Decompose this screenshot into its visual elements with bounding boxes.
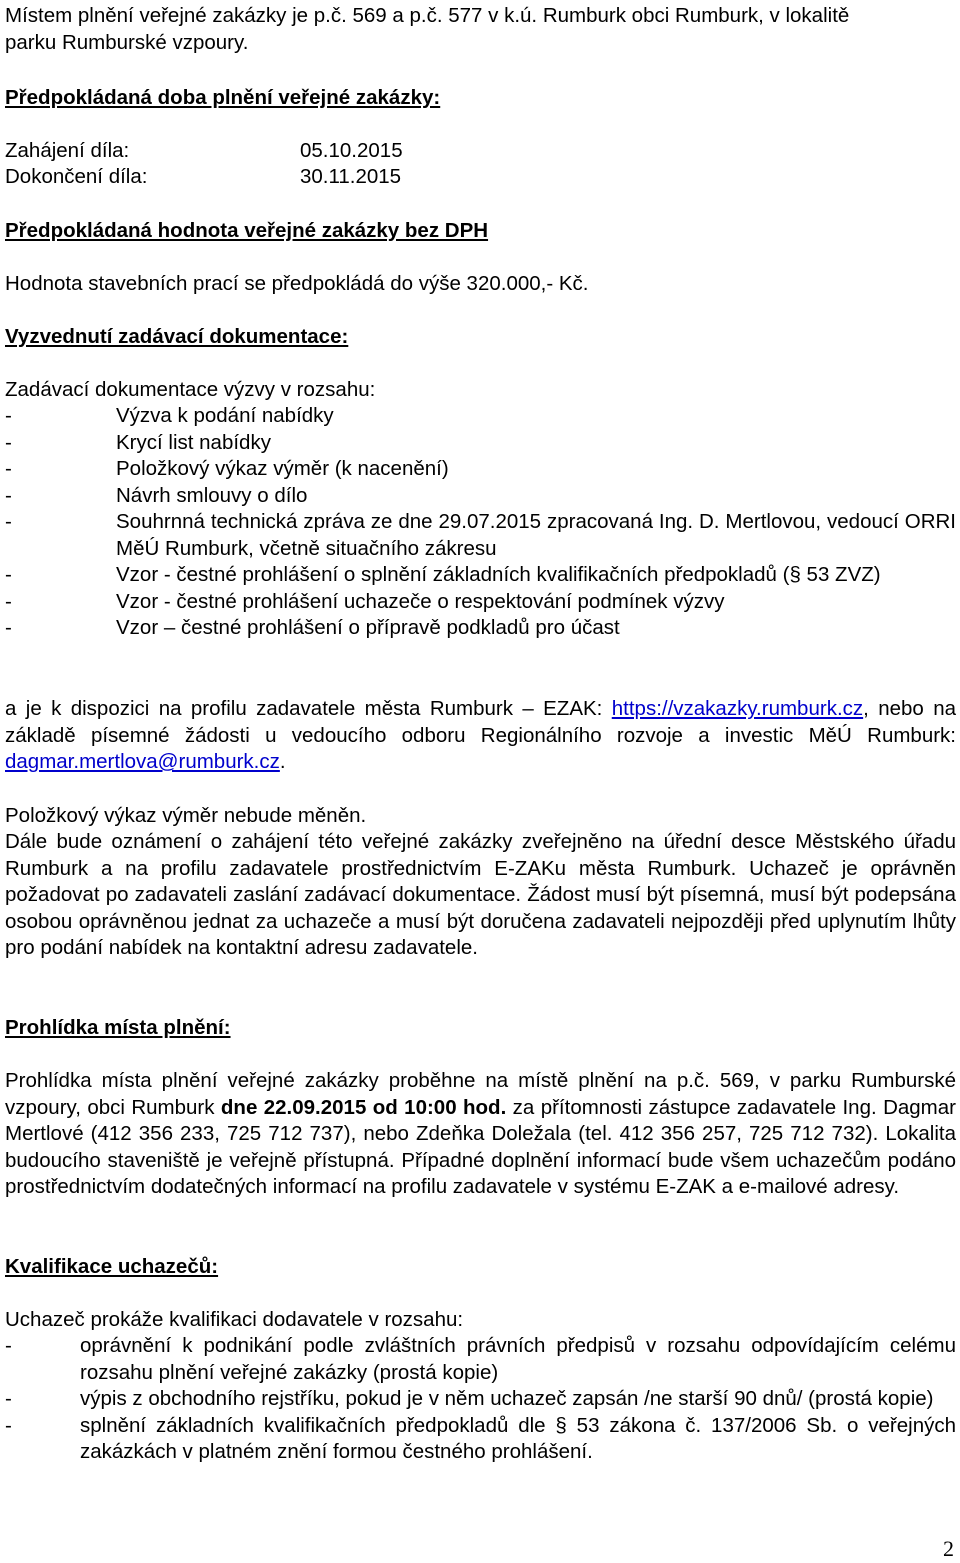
- list-item: - výpis z obchodního rejstříku, pokud je v něm uchazeč zapsán /ne starší 90 dnů/ (prostá kopie): [5, 1387, 934, 1410]
- list-item: - Souhrnná technická zpráva ze dne 29.07.2015 zpracovaná Ing. D. Mertlovou, vedoucí ORRI MěÚ Rumburk, včetně situačního zákresu: [5, 510, 956, 560]
- note-vykaz: Položkový výkaz výměr nebude měněn.: [5, 804, 367, 827]
- list-item: - Krycí list nabídky: [5, 430, 271, 454]
- kvalifikace-list: [5, 1333, 956, 1466]
- intro-line-1: Místem plnění veřejné zakázky je p.č. 569 a p.č. 577 v k.ú. Rumburk obci Rumburk, v lokalitě: [5, 4, 850, 27]
- list-item: - Vzor - čestné prohlášení o splnění základních kvalifikačních předpokladů (§ 53 ZVZ): [5, 563, 881, 586]
- heading-hodnota: Předpokládaná hodnota veřejné zakázky bez DPH: [5, 219, 489, 242]
- heading-prohlidka: Prohlídka místa plnění:: [5, 1016, 231, 1039]
- list-item: - oprávnění k podnikání podle zvláštních právních předpisů v rozsahu odpovídajícím celému rozsahu plnění veřejné zakázky (prostá kopie): [5, 1334, 956, 1384]
- kvalifikace-intro: Uchazeč prokáže kvalifikaci dodavatele v rozsahu:: [5, 1308, 464, 1331]
- list-item: - Vzor - čestné prohlášení uchazeče o respektování podmínek výzvy: [5, 589, 725, 613]
- list-item: - Výzva k podání nabídky: [5, 404, 334, 427]
- prohlidka-paragraph: Prohlídka místa plnění veřejné zakázky proběhne na místě plnění na p.č. 569, v parku Rumburské vzpoury, obci Rumburk dne 22.09.2015 od 10:00 hod. za přítomnosti zástupce zadavatele Ing. Dagmar Mertlové (412 356 233, 725 712 737), nebo Zdeňka Doležala (tel. 412 356 257, 725 712 732). Lokalita budoucího staveniště je veřejně přístupná. Případné doplnění informací bude všem uchazečům podáno prostřednictvím dodatečných informací na profilu zadavatele v systému E-ZAK a e-mailové adresy.: [5, 1069, 956, 1198]
- availability-paragraph: a je k dispozici na profilu zadavatele města Rumburk – EZAK: https://vzakazky.rumburk.cz, nebo na základě písemné žádosti u vedoucího odboru Regionálního rozvoje a investic MěÚ Rumburk: dagmar.mertlova@rumburk.cz.: [5, 697, 956, 773]
- note-zverejneni: Dále bude oznámení o zahájení této veřejné zakázky zveřejněno na úřední desce Městského úřadu Rumburk a na profilu zadavatele prostřednictvím E-ZAKu města Rumburk. Uchazeč je oprávněn požadovat po zadavateli zaslání zadávací dokumentace. Žádost musí být písemná, musí být podepsána osobou oprávněnou jednat za uchazeče a musí být doručena zadavateli nejpozději před uplynutím lhůty pro podání nabídek na kontaktní adresu zadavatele.: [5, 830, 956, 959]
- start-label: Zahájení díla:: [5, 139, 130, 162]
- list-item: - Položkový výkaz výměr (k nacenění): [5, 457, 449, 480]
- list-item: - Vzor – čestné prohlášení o přípravě podkladů pro účast: [5, 616, 620, 639]
- prohlidka-date: dne 22.09.2015 od 10:00 hod.: [220, 1095, 507, 1119]
- end-label: Dokončení díla:: [5, 165, 148, 188]
- heading-kvalifikace: Kvalifikace uchazečů:: [5, 1255, 219, 1278]
- dokumentace-list: [5, 403, 956, 642]
- end-row: [5, 164, 401, 191]
- start-row: [5, 138, 403, 165]
- hodnota-text: Hodnota stavebních prací se předpokládá do výše 320.000,- Kč.: [5, 272, 589, 295]
- intro-line-2: parku Rumburské vzpoury.: [5, 31, 249, 54]
- dokumentace-intro: Zadávací dokumentace výzvy v rozsahu:: [5, 378, 376, 401]
- heading-doba: Předpokládaná doba plnění veřejné zakázky:: [5, 86, 441, 109]
- list-item: - Návrh smlouvy o dílo: [5, 483, 308, 507]
- ezak-link[interactable]: https://vzakazky.rumburk.cz: [611, 697, 864, 720]
- list-item: - splnění základních kvalifikačních předpokladů dle § 53 zákona č. 137/2006 Sb. o veřejných zakázkách v platném znění formou čestného prohlášení.: [5, 1413, 956, 1463]
- start-value: 05.10.2015: [300, 139, 403, 162]
- heading-dokumentace: Vyzvednutí zadávací dokumentace:: [5, 325, 349, 348]
- email-link[interactable]: dagmar.mertlova@rumburk.cz: [5, 750, 280, 773]
- page-number: 2: [943, 1536, 954, 1561]
- end-value: 30.11.2015: [300, 165, 402, 188]
